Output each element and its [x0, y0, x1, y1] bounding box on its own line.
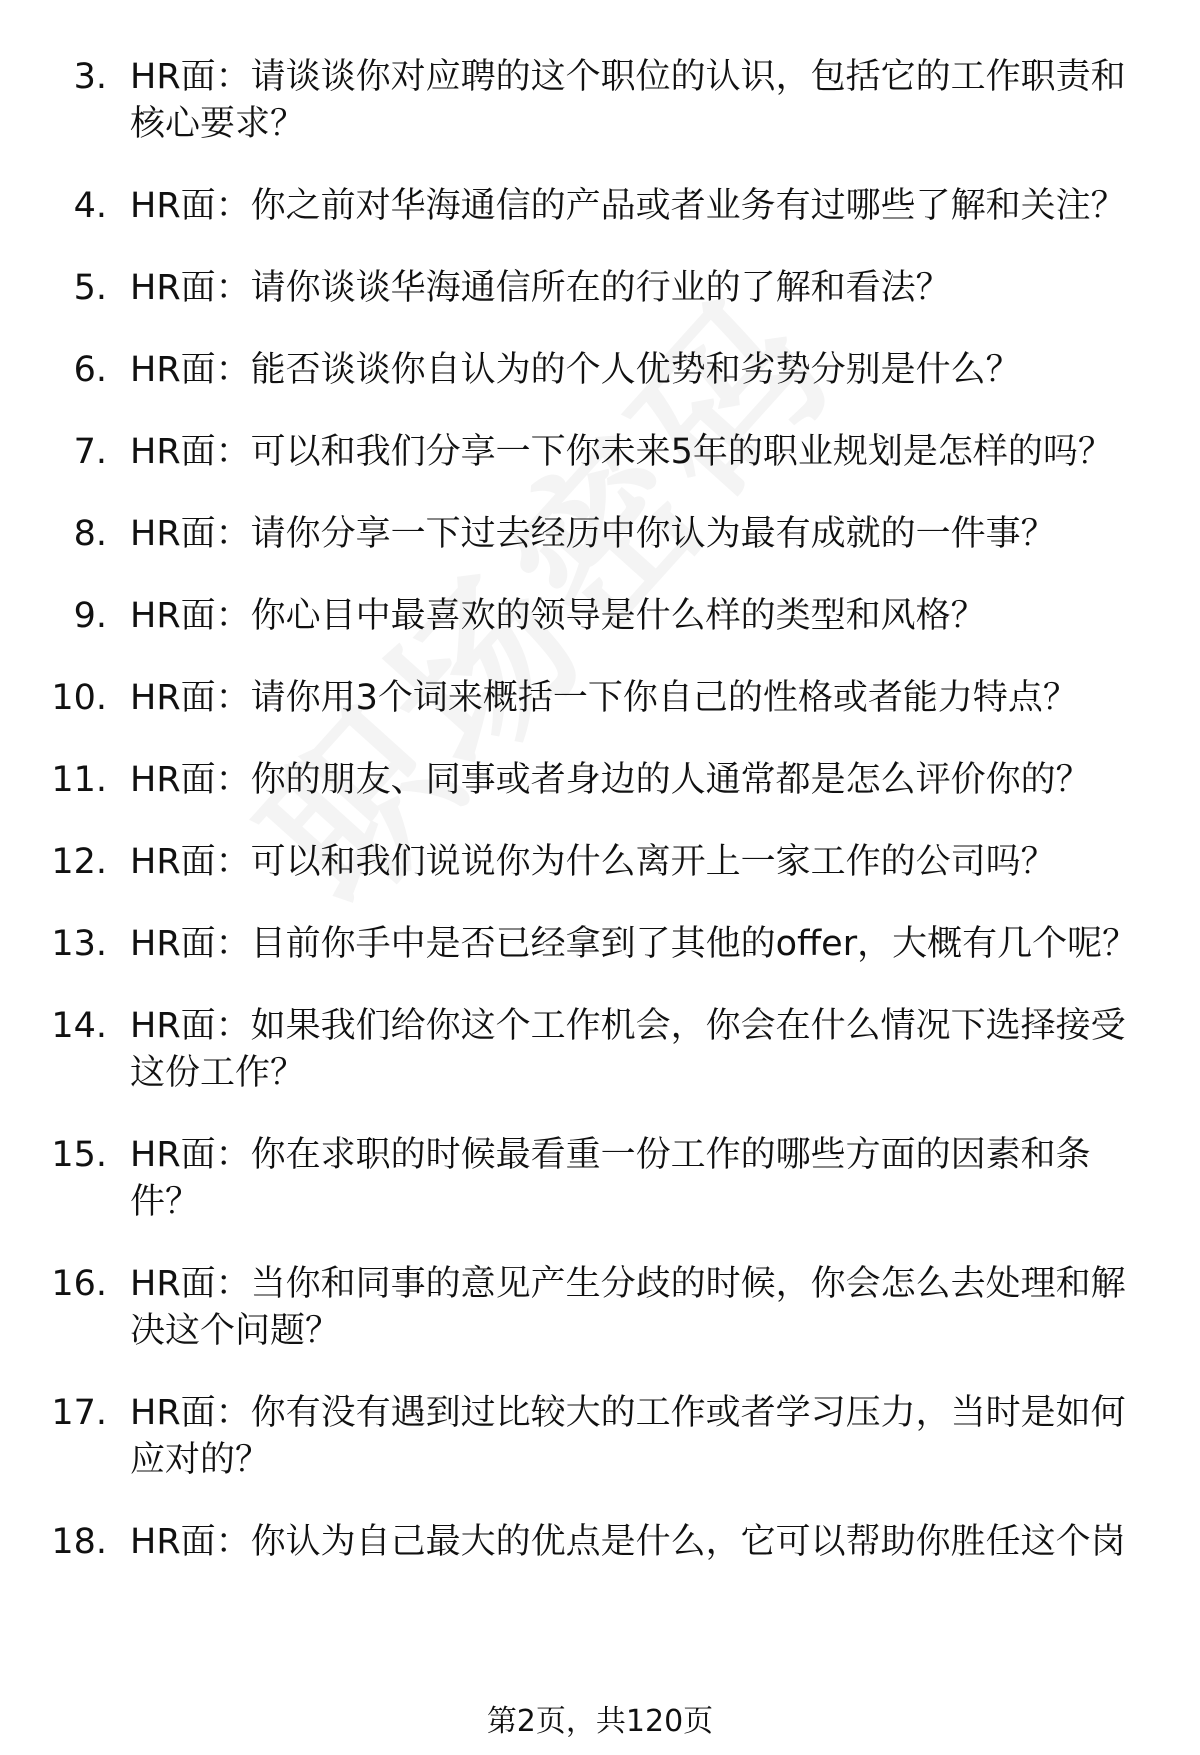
list-item	[0, 675, 1200, 722]
list-item	[0, 921, 1200, 968]
item-number: 14.	[51, 1006, 107, 1046]
item-text: HR面：你认为自己最大的优点是什么，它可以帮助你胜任这个岗	[130, 1522, 1126, 1562]
list-item	[0, 1519, 1200, 1566]
item-number: 5.	[73, 268, 107, 308]
item-text: HR面：能否谈谈你自认为的个人优势和劣势分别是什么？	[130, 350, 1021, 390]
item-text: HR面：请你分享一下过去经历中你认为最有成就的一件事？	[130, 514, 1056, 554]
item-number: 15.	[51, 1135, 107, 1175]
item-number: 17.	[51, 1393, 107, 1433]
item-number: 18.	[51, 1522, 107, 1562]
item-text: HR面：你的朋友、同事或者身边的人通常都是怎么评价你的？	[130, 760, 1091, 800]
item-number: 16.	[51, 1264, 107, 1304]
list-item	[0, 429, 1200, 476]
item-text: HR面：如果我们给你这个工作机会，你会在什么情况下选择接受这份工作？	[130, 1006, 1126, 1093]
item-text: HR面：请谈谈你对应聘的这个职位的认识，包括它的工作职责和核心要求？	[130, 57, 1126, 144]
list-item	[0, 183, 1200, 230]
item-text: HR面：目前你手中是否已经拿到了其他的offer，大概有几个呢？	[130, 924, 1138, 964]
item-number: 12.	[51, 842, 107, 882]
item-number: 4.	[73, 186, 107, 226]
list-item	[0, 839, 1200, 886]
item-number: 8.	[73, 514, 107, 554]
item-text: HR面：你之前对华海通信的产品或者业务有过哪些了解和关注？	[130, 186, 1126, 226]
item-number: 3.	[73, 57, 107, 97]
item-number: 7.	[73, 432, 107, 472]
item-text: HR面：请你用3个词来概括一下你自己的性格或者能力特点？	[130, 678, 1078, 718]
item-number: 6.	[73, 350, 107, 390]
list-item	[0, 1003, 1200, 1097]
list-item	[0, 1390, 1200, 1484]
item-text: HR面：你有没有遇到过比较大的工作或者学习压力，当时是如何应对的？	[130, 1393, 1126, 1480]
list-item	[0, 511, 1200, 558]
item-text: HR面：可以和我们说说你为什么离开上一家工作的公司吗？	[130, 842, 1056, 882]
list-item	[0, 757, 1200, 804]
list-item	[0, 1261, 1200, 1355]
item-text: HR面：当你和同事的意见产生分歧的时候，你会怎么去处理和解决这个问题？	[130, 1264, 1126, 1351]
question-list	[0, 54, 1200, 1601]
list-item	[0, 593, 1200, 640]
list-item	[0, 347, 1200, 394]
item-text: HR面：请你谈谈华海通信所在的行业的了解和看法？	[130, 268, 951, 308]
list-item	[0, 1132, 1200, 1226]
item-text: HR面：你心目中最喜欢的领导是什么样的类型和风格？	[130, 596, 986, 636]
item-number: 11.	[51, 760, 107, 800]
list-item	[0, 265, 1200, 312]
item-number: 10.	[51, 678, 107, 718]
list-item	[0, 54, 1200, 148]
item-text: HR面：你在求职的时候最看重一份工作的哪些方面的因素和条件？	[130, 1135, 1091, 1222]
item-text: HR面：可以和我们分享一下你未来5年的职业规划是怎样的吗？	[130, 432, 1113, 472]
item-number: 13.	[51, 924, 107, 964]
page-footer: 第2页，共120页	[486, 1704, 714, 1739]
item-number: 9.	[73, 596, 107, 636]
